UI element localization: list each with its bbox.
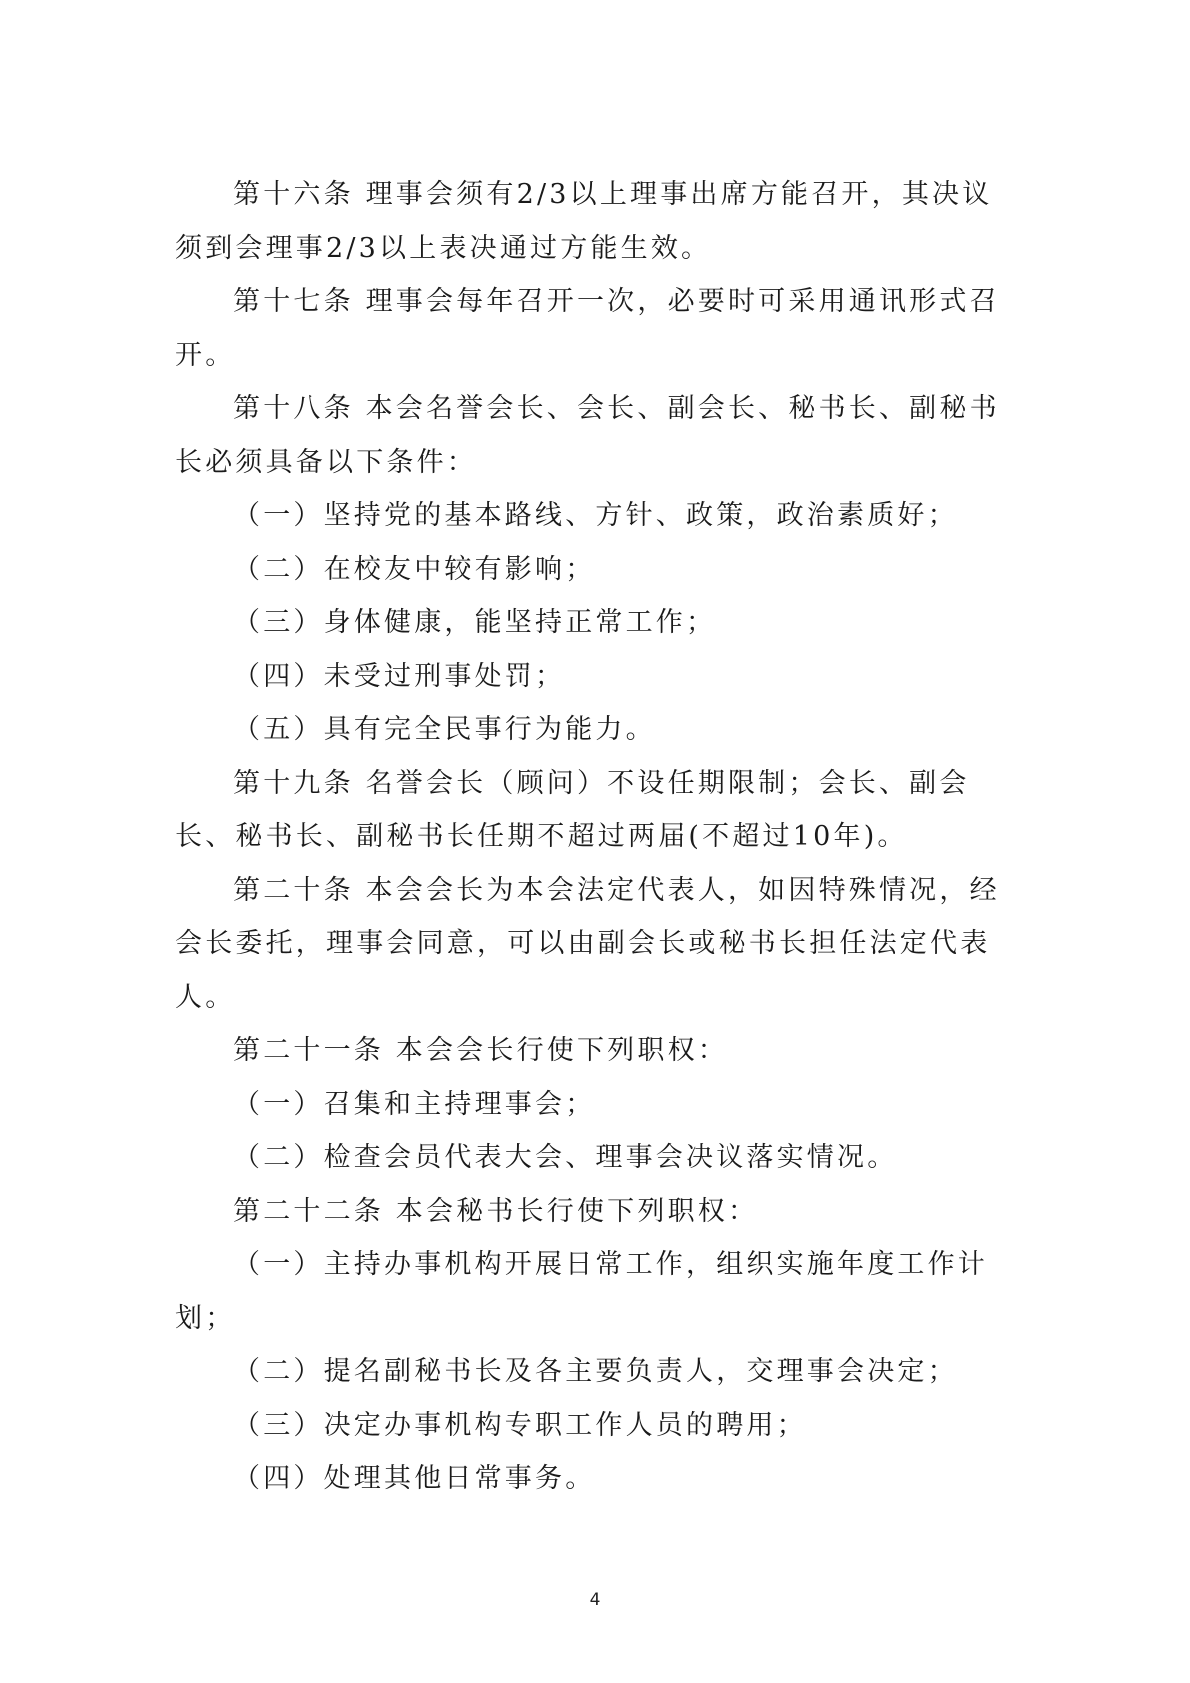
article-18: 第十八条 本会名誉会长、会长、副会长、秘书长、副秘书长必须具备以下条件： [175, 393, 1000, 478]
article-22-item-4: （四）处理其他日常事务。 [233, 1463, 596, 1494]
article-22: 第二十二条 本会秘书长行使下列职权： [233, 1195, 759, 1227]
article-16: 第十六条 理事会须有2/3以上理事出席方能召开，其决议须到会理事2/3以上表决通过方能生效。 [175, 179, 993, 264]
article-18-item-1: （一）坚持党的基本路线、方针、政策，政治素质好； [233, 500, 958, 531]
article-18-item-3: （三）身体健康，能坚持正常工作； [233, 607, 717, 638]
article-18-item-2: （二）在校友中较有影响； [233, 553, 596, 585]
article-18-item-4: （四）未受过刑事处罚； [233, 660, 566, 692]
article-21-item-2: （二）检查会员代表大会、理事会决议落实情况。 [233, 1142, 898, 1173]
article-19: 第十九条 名誉会长（顾问）不设任期限制；会长、副会长、秘书长、副秘书长任期不超过两届(不超过10年)。 [175, 767, 970, 852]
document-body [175, 168, 1020, 1506]
article-17: 第十七条 理事会每年召开一次，必要时可采用通讯形式召开。 [175, 286, 1000, 371]
article-22-item-3: （三）决定办事机构专职工作人员的聘用； [233, 1409, 807, 1441]
page-number: 4 [589, 1590, 601, 1610]
article-21-item-1: （一）召集和主持理事会； [233, 1088, 596, 1120]
article-20: 第二十条 本会会长为本会法定代表人，如因特殊情况，经会长委托，理事会同意，可以由副会长或秘书长担任法定代表人。 [175, 874, 1000, 1013]
article-21: 第二十一条 本会会长行使下列职权： [233, 1035, 728, 1066]
article-22-item-2: （二）提名副秘书长及各主要负责人，交理事会决定； [233, 1356, 958, 1387]
article-18-item-5: （五）具有完全民事行为能力。 [233, 714, 656, 745]
article-22-item-1: （一）主持办事机构开展日常工作，组织实施年度工作计划； [175, 1249, 988, 1334]
